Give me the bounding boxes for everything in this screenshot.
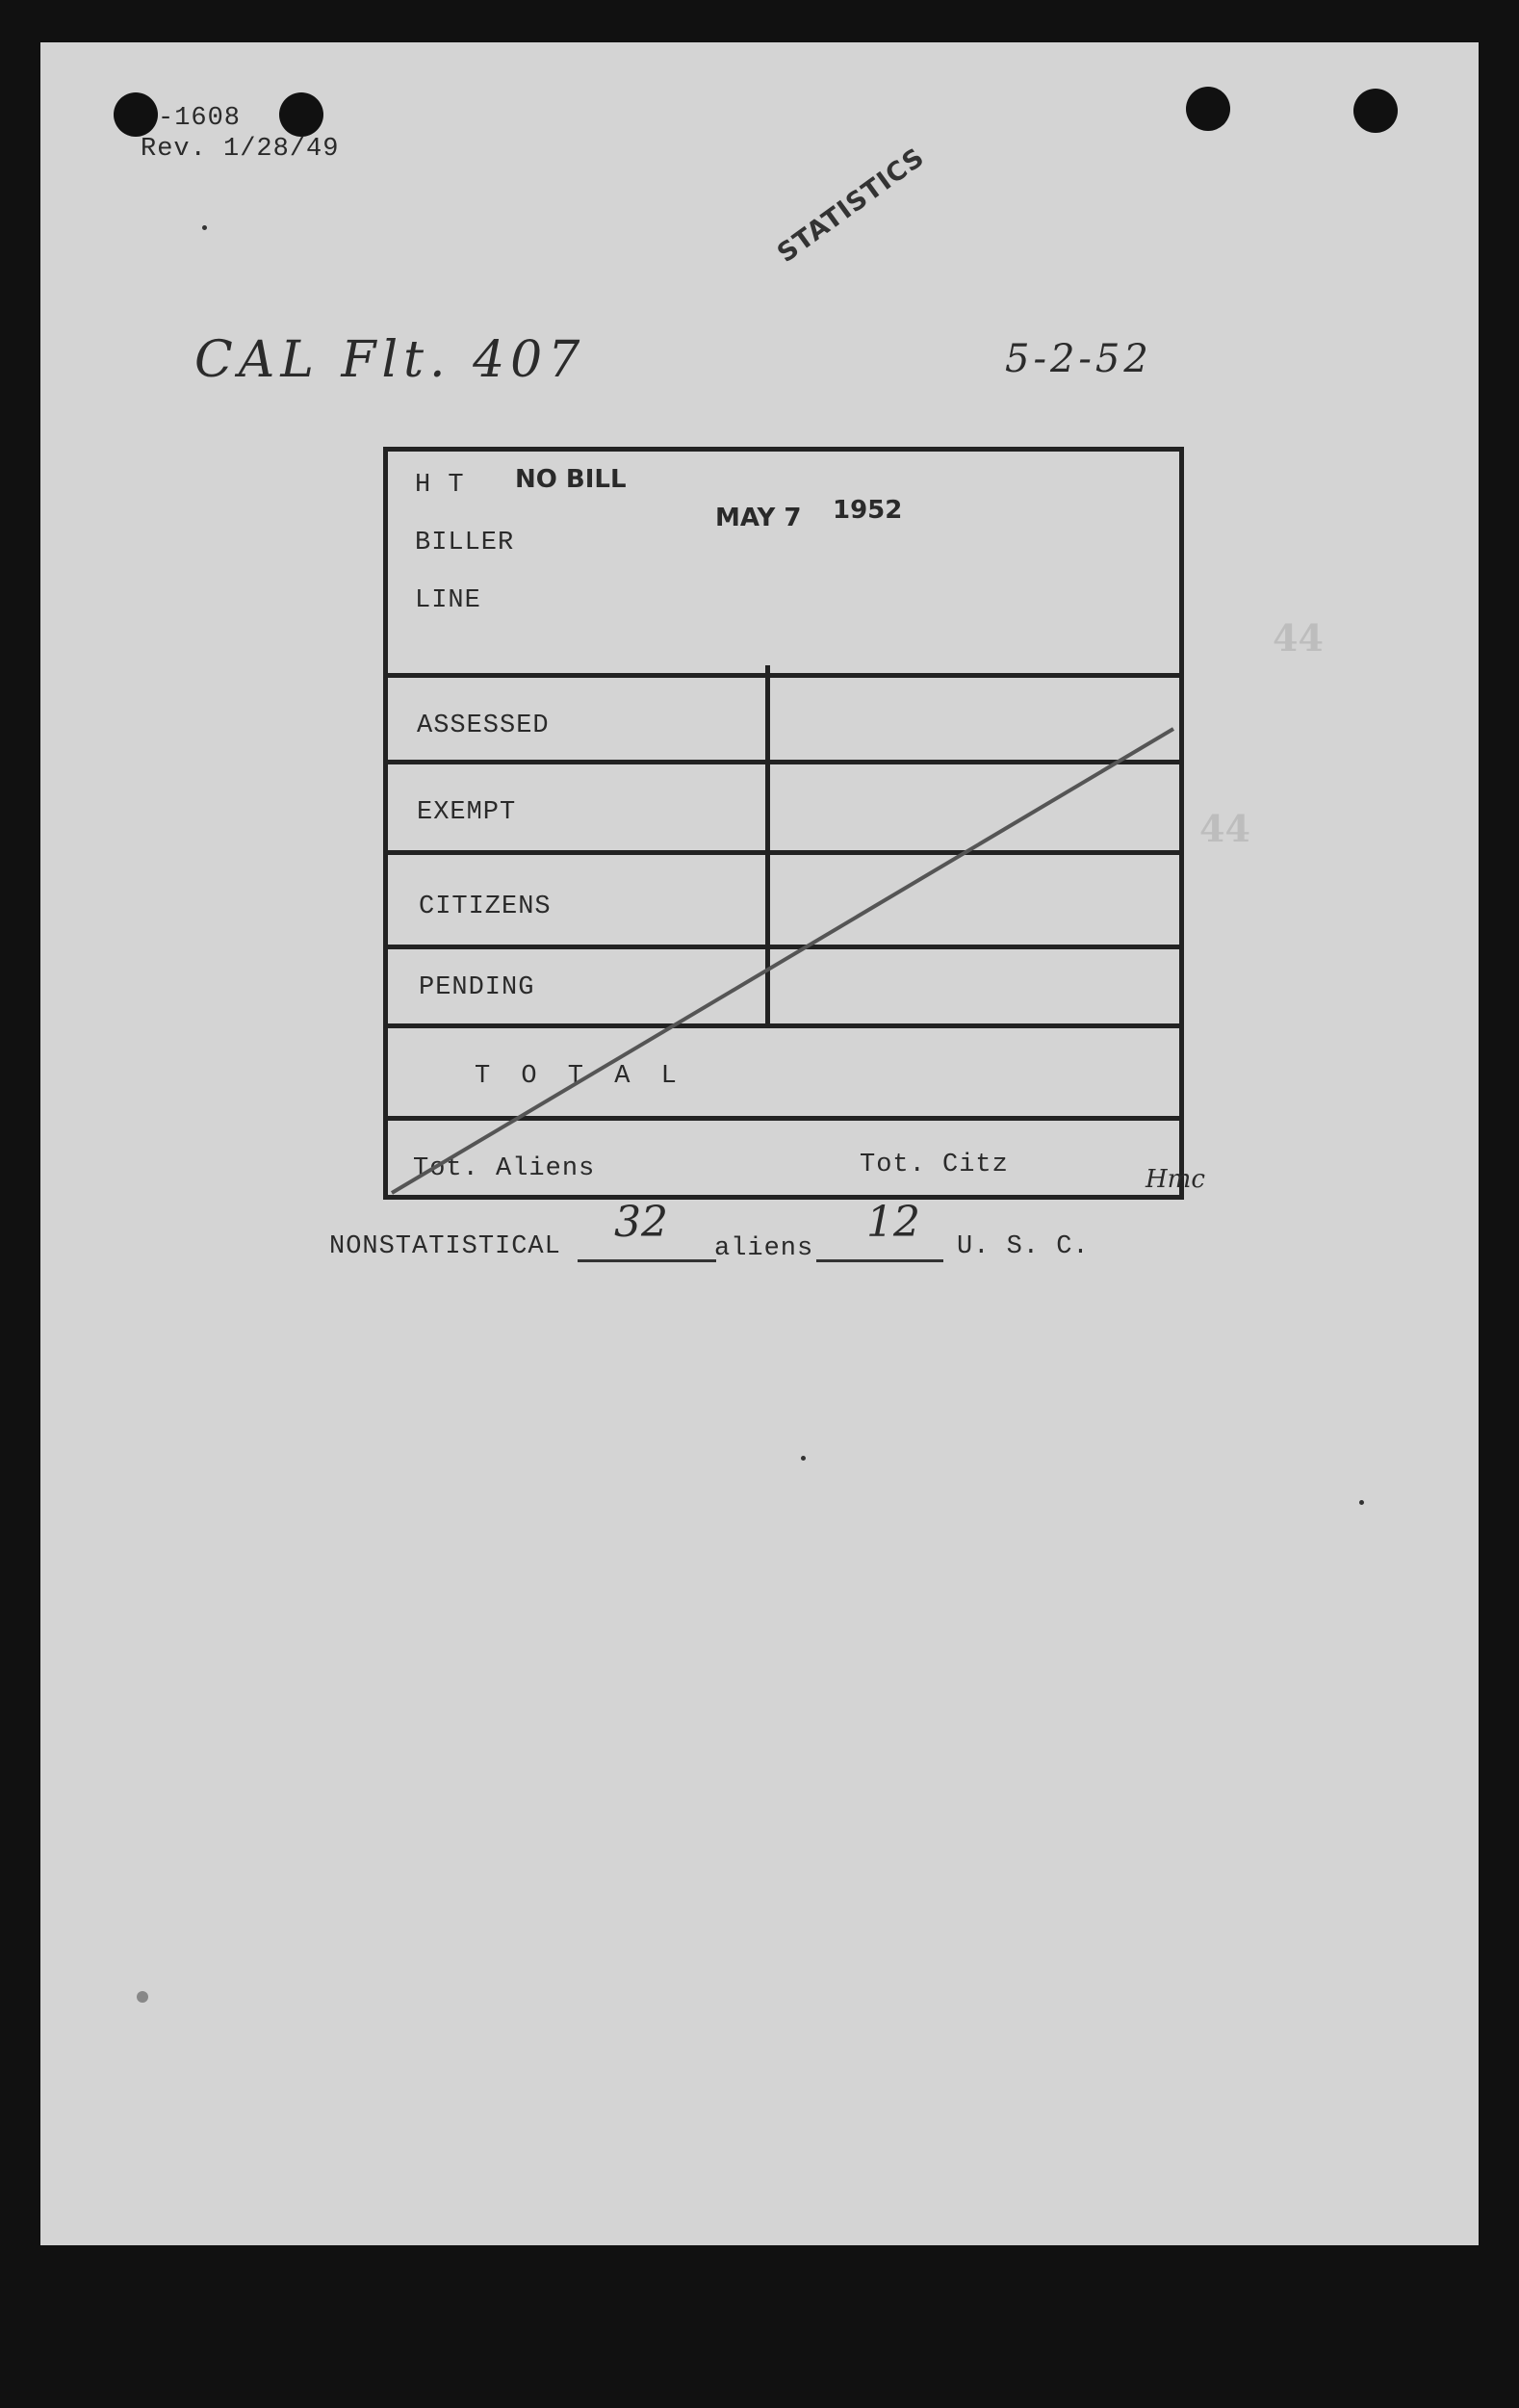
punch-hole-left-2 (279, 92, 323, 137)
bleed-through-number: 44 (1199, 807, 1250, 850)
citizens-label: CITIZENS (419, 893, 552, 921)
total-citizens-label: Tot. Citz (860, 1151, 1009, 1179)
form-number: -1608 (158, 104, 242, 133)
pending-label: PENDING (419, 973, 535, 1002)
handwritten-date: 5-2-52 (1005, 337, 1152, 381)
manifest-form-box (383, 447, 1184, 1200)
diagonal-cancel-line (388, 452, 1179, 1195)
ht-label: H T (415, 471, 465, 500)
aliens-label: aliens (714, 1234, 814, 1263)
no-bill-stamp: NO BILL (515, 465, 627, 494)
ink-speck (1359, 1500, 1364, 1505)
handwritten-usc-count: 12 (866, 1198, 920, 1247)
nonstatistical-label: NONSTATISTICAL (329, 1232, 561, 1261)
revision-date: Rev. 1/28/49 (141, 135, 340, 164)
handwritten-aliens-count: 32 (614, 1198, 668, 1247)
exempt-label: EXEMPT (417, 798, 517, 827)
received-date-stamp: MAY 7 (715, 504, 802, 532)
ink-speck (137, 1991, 148, 2003)
line-label: LINE (415, 586, 481, 615)
handwritten-initials: Hmc (1146, 1165, 1205, 1194)
ink-speck (801, 1456, 806, 1461)
usc-underline (816, 1259, 943, 1262)
usc-label: U. S. C. (957, 1232, 1090, 1261)
aliens-underline (578, 1259, 716, 1262)
assessed-label: ASSESSED (417, 712, 550, 740)
total-label: T O T A L (475, 1062, 684, 1091)
punch-hole-left-1 (114, 92, 158, 137)
ink-speck (202, 225, 207, 230)
handwritten-flight: CAL Flt. 407 (194, 331, 586, 389)
punch-hole-right-1 (1186, 87, 1230, 131)
received-year-stamp: 1952 (833, 496, 903, 525)
statistics-stamp: STATISTICS (772, 142, 931, 270)
document-sheet (40, 42, 1479, 2245)
bleed-through-number: 44 (1273, 616, 1324, 660)
punch-hole-right-2 (1353, 89, 1398, 133)
biller-label: BILLER (415, 529, 515, 557)
total-aliens-label: Tot. Aliens (413, 1154, 596, 1183)
